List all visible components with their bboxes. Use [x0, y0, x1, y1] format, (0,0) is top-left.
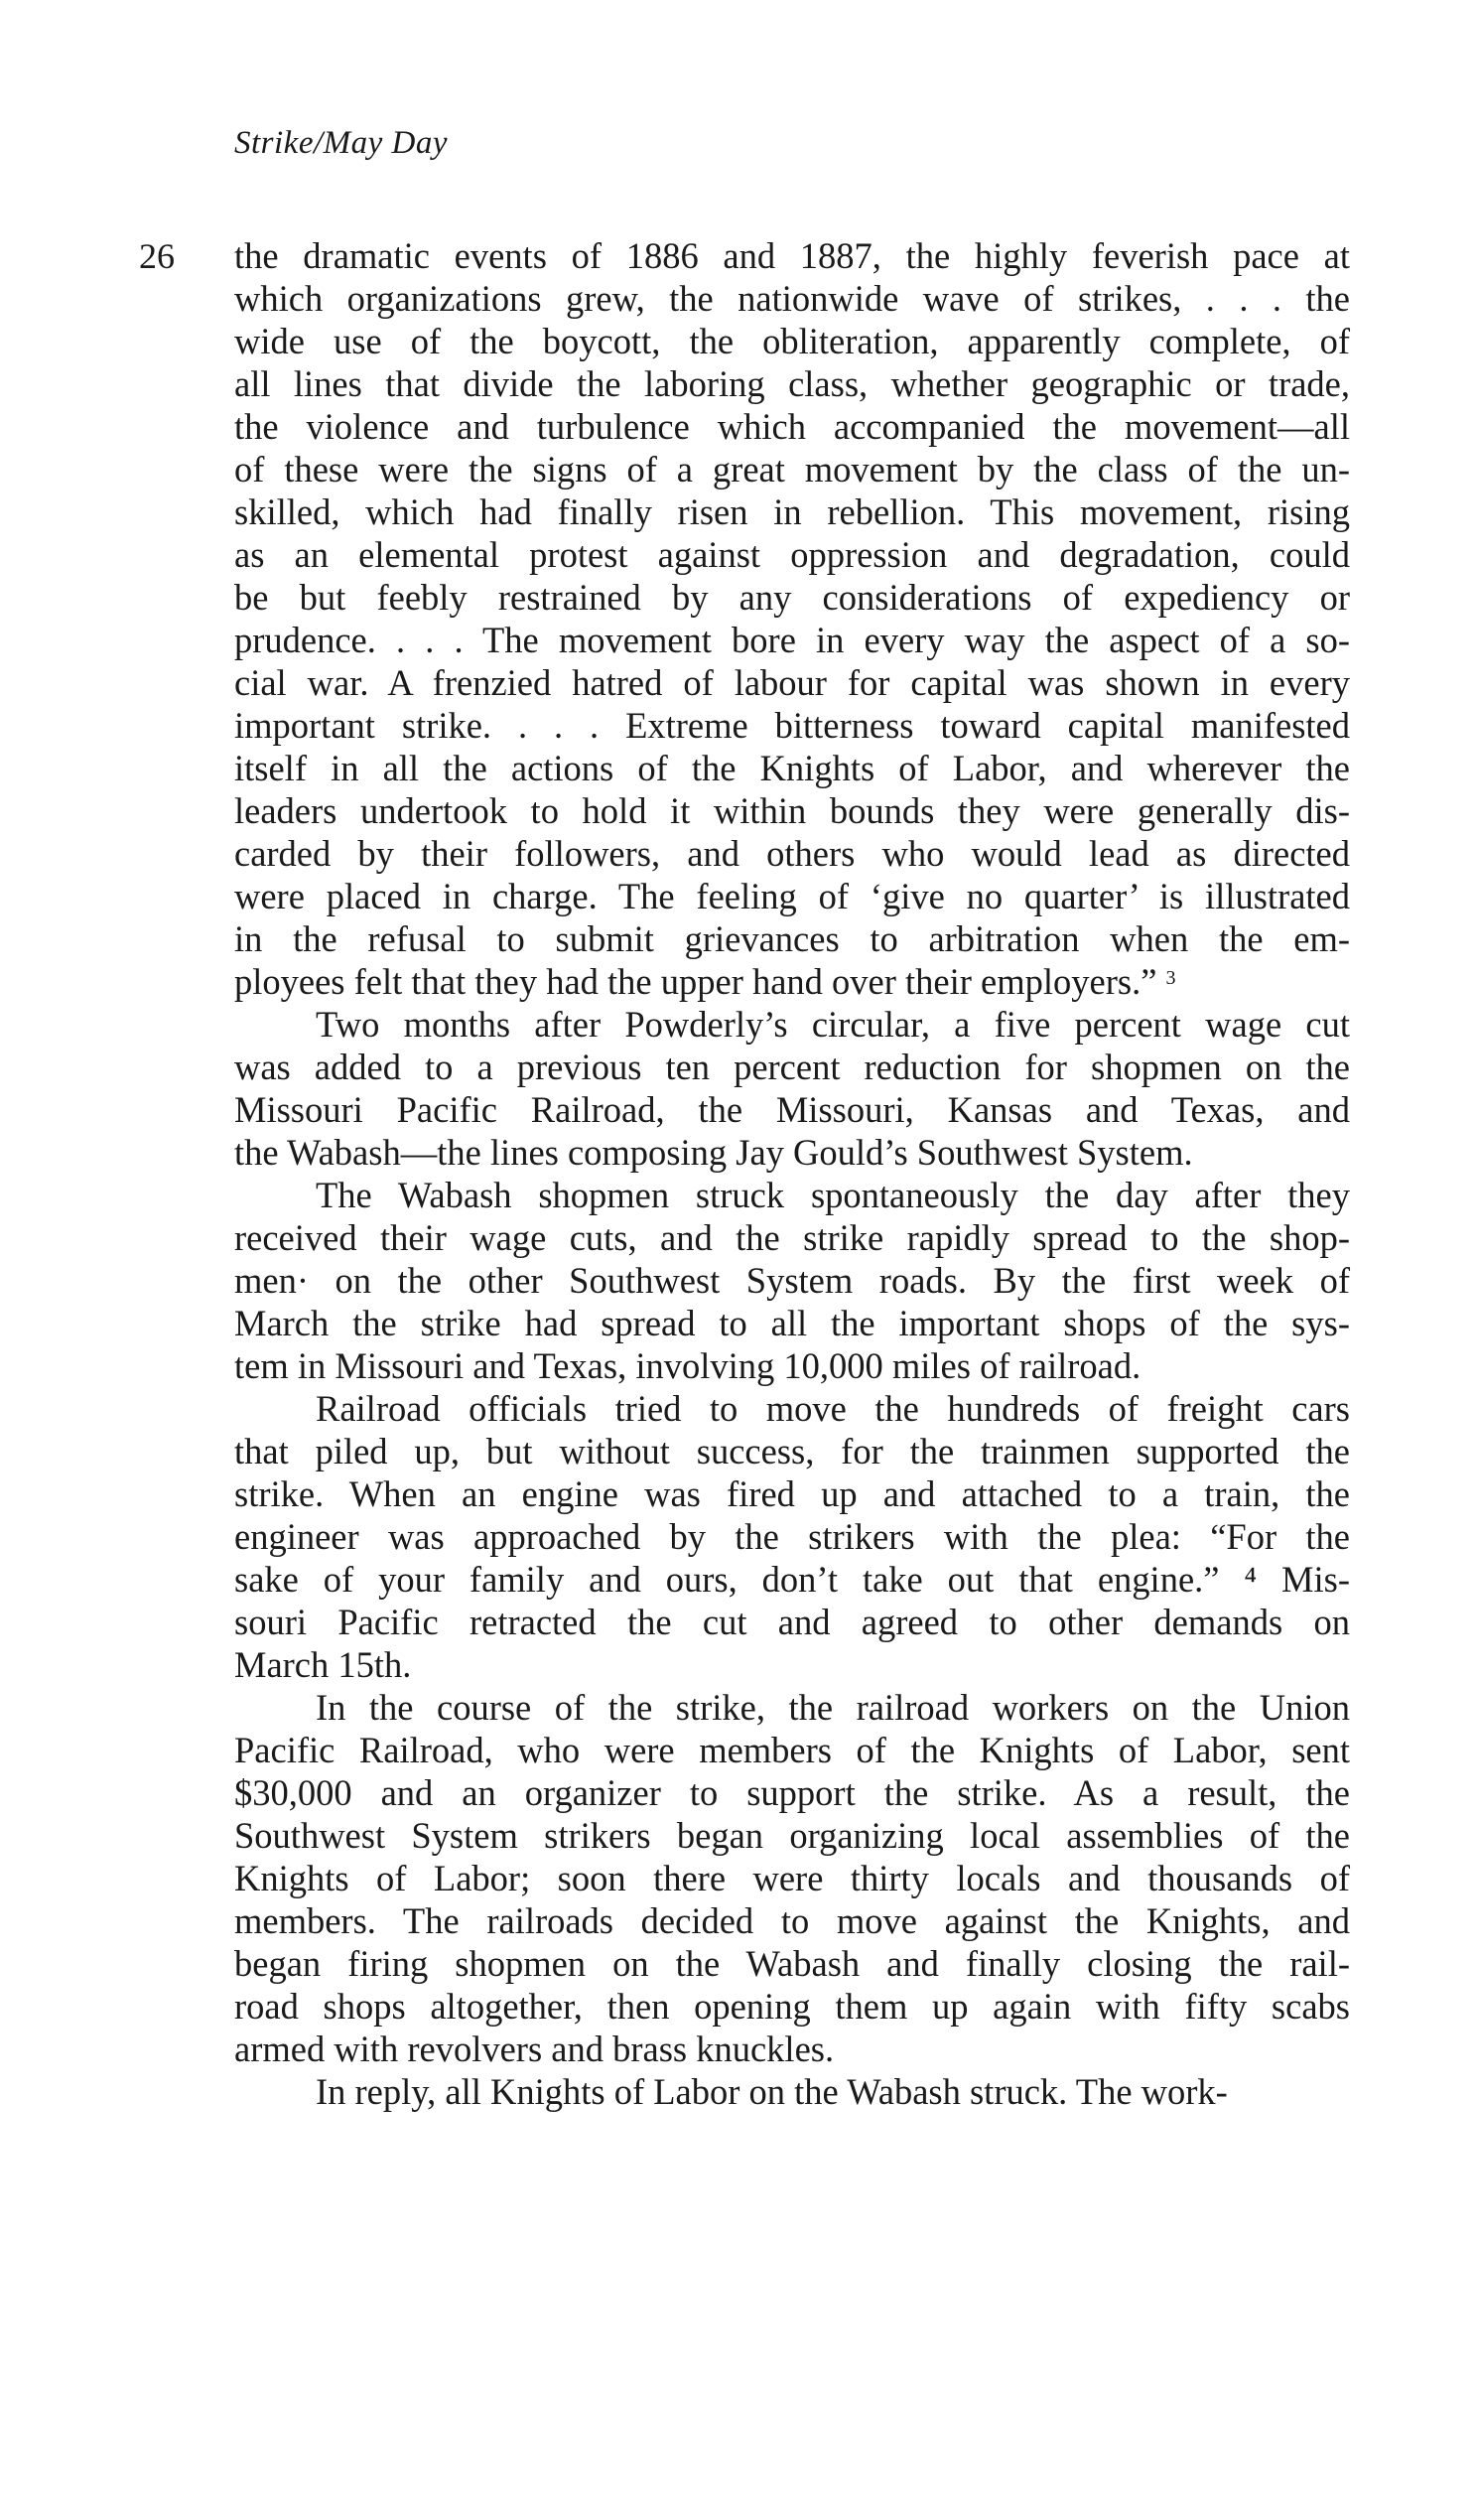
text-line [234, 1302, 1350, 1344]
text-line [234, 1088, 1350, 1131]
text-line [234, 1430, 1350, 1472]
text-line [234, 362, 1350, 405]
text-line-content: Southwest System strikers began organizing local assemblies of the [234, 1815, 1350, 1856]
text-line [234, 1686, 1350, 1729]
text-line-content: souri Pacific retracted the cut and agreed to other demands on [234, 1602, 1350, 1642]
text-line-content: road shops altogether, then opening them up again with fifty scabs [234, 1986, 1350, 2027]
text-line-content: of these were the signs of a great movement by the class of the un- [234, 449, 1350, 490]
text-line [234, 1515, 1350, 1558]
text-line-content: Railroad officials tried to move the hundreds of freight cars [316, 1388, 1350, 1429]
text-line [234, 1857, 1350, 1899]
text-line [234, 277, 1350, 320]
text-line [234, 320, 1350, 362]
text-line-content: prudence. . . . The movement bore in every way the aspect of a so- [234, 620, 1350, 660]
text-line [234, 1985, 1350, 2028]
text-line [234, 789, 1350, 832]
text-line-content: began firing shopmen on the Wabash and finally closing the rail- [234, 1943, 1350, 1984]
text-line-content: itself in all the actions of the Knights of Labor, and wherever the [234, 748, 1350, 788]
text-line [234, 1387, 1350, 1430]
text-line [234, 1216, 1350, 1259]
text-line-content: Pacific Railroad, who were members of the Knights of Labor, sent [234, 1730, 1350, 1770]
text-line-content: March the strike had spread to all the important shops of the sys- [234, 1303, 1350, 1343]
text-line-content: members. The railroads decided to move against the Knights, and [234, 1900, 1350, 1941]
text-line [234, 1771, 1350, 1814]
text-line [234, 2070, 1350, 2113]
text-line-content: Knights of Labor; soon there were thirty locals and thousands of [234, 1858, 1350, 1898]
text-line [234, 704, 1350, 747]
text-line [234, 960, 1350, 1003]
text-line-content: the violence and turbulence which accompanied the movement—all [234, 406, 1350, 447]
running-head: Strike/May Day [234, 125, 449, 161]
text-line-content: were placed in charge. The feeling of ‘give no quarter’ is illustrated [234, 876, 1350, 916]
text-line-content: The Wabash shopmen struck spontaneously the day after they [316, 1175, 1350, 1215]
text-line [234, 405, 1350, 448]
text-line [234, 1131, 1350, 1174]
text-line [234, 234, 1350, 277]
text-line-content: as an elemental protest against oppression and degradation, could [234, 534, 1350, 575]
text-line-content: important strike. . . . Extreme bitterness toward capital manifested [234, 705, 1350, 746]
text-line-content: armed with revolvers and brass knuckles. [234, 2029, 835, 2069]
text-line-content: the Wabash—the lines composing Jay Gould’s Southwest System. [234, 1132, 1193, 1173]
text-line-content: cial war. A frenzied hatred of labour for capital was shown in every [234, 662, 1350, 703]
text-line-content: leaders undertook to hold it within bounds they were generally dis- [234, 790, 1350, 831]
page-number: 26 [139, 236, 175, 276]
text-line-content: be but feebly restrained by any considerations of expediency or [234, 577, 1350, 618]
text-line [234, 1003, 1350, 1046]
text-line [234, 1814, 1350, 1857]
text-line [234, 619, 1350, 661]
footnote-marker: 3 [1165, 967, 1176, 989]
text-line-content: was added to a previous ten percent reduction for shopmen on the [234, 1047, 1350, 1087]
text-line [234, 875, 1350, 917]
text-line [234, 533, 1350, 576]
text-line [234, 1601, 1350, 1643]
text-line-content: the dramatic events of 1886 and 1887, the highly feverish pace at [234, 235, 1350, 276]
text-line-content: wide use of the boycott, the obliteration, apparently complete, of [234, 321, 1350, 361]
text-line-content: sake of your family and ours, don’t take out that engine.” ⁴ Mis- [234, 1559, 1350, 1600]
text-line-content: ployees felt that they had the upper hand over their employers.” [234, 961, 1157, 1002]
text-line [234, 448, 1350, 490]
text-line [234, 917, 1350, 960]
text-line [234, 1174, 1350, 1216]
text-line-content: March 15th. [234, 1644, 412, 1685]
text-line [234, 747, 1350, 789]
text-line [234, 1344, 1350, 1387]
text-line-content: that piled up, but without success, for the trainmen supported the [234, 1431, 1350, 1471]
text-line [234, 1046, 1350, 1088]
text-line [234, 576, 1350, 619]
text-line-content: $30,000 and an organizer to support the strike. As a result, the [234, 1772, 1350, 1813]
text-line [234, 1899, 1350, 1942]
text-line-content: in the refusal to submit grievances to arbitration when the em- [234, 918, 1350, 959]
text-line [234, 2028, 1350, 2070]
text-line-content: skilled, which had finally risen in rebellion. This movement, rising [234, 491, 1350, 532]
text-line-content: which organizations grew, the nationwide wave of strikes, . . . the [234, 278, 1350, 319]
text-line [234, 1558, 1350, 1601]
text-line [234, 490, 1350, 533]
text-line-content: Missouri Pacific Railroad, the Missouri, Kansas and Texas, and [234, 1089, 1350, 1130]
text-line [234, 832, 1350, 875]
text-line-content: men· on the other Southwest System roads. By the first week of [234, 1260, 1350, 1301]
text-line [234, 1942, 1350, 1985]
text-line [234, 1259, 1350, 1302]
body-text [234, 234, 1350, 2113]
text-line-content: strike. When an engine was fired up and attached to a train, the [234, 1473, 1350, 1514]
text-line-content: carded by their followers, and others who would lead as directed [234, 833, 1350, 874]
text-line-content: received their wage cuts, and the strike rapidly spread to the shop- [234, 1217, 1350, 1258]
text-line [234, 1643, 1350, 1686]
text-line-content: In reply, all Knights of Labor on the Wabash struck. The work- [316, 2071, 1228, 2112]
text-line-content: In the course of the strike, the railroad workers on the Union [316, 1687, 1350, 1728]
text-line-content: all lines that divide the laboring class, whether geographic or trade, [234, 363, 1350, 404]
text-line [234, 1472, 1350, 1515]
text-line-content: Two months after Powderly’s circular, a five percent wage cut [316, 1004, 1350, 1045]
text-line-content: tem in Missouri and Texas, involving 10,000 miles of railroad. [234, 1345, 1141, 1386]
text-line [234, 1729, 1350, 1771]
text-line-content: engineer was approached by the strikers with the plea: “For the [234, 1516, 1350, 1557]
text-line [234, 661, 1350, 704]
